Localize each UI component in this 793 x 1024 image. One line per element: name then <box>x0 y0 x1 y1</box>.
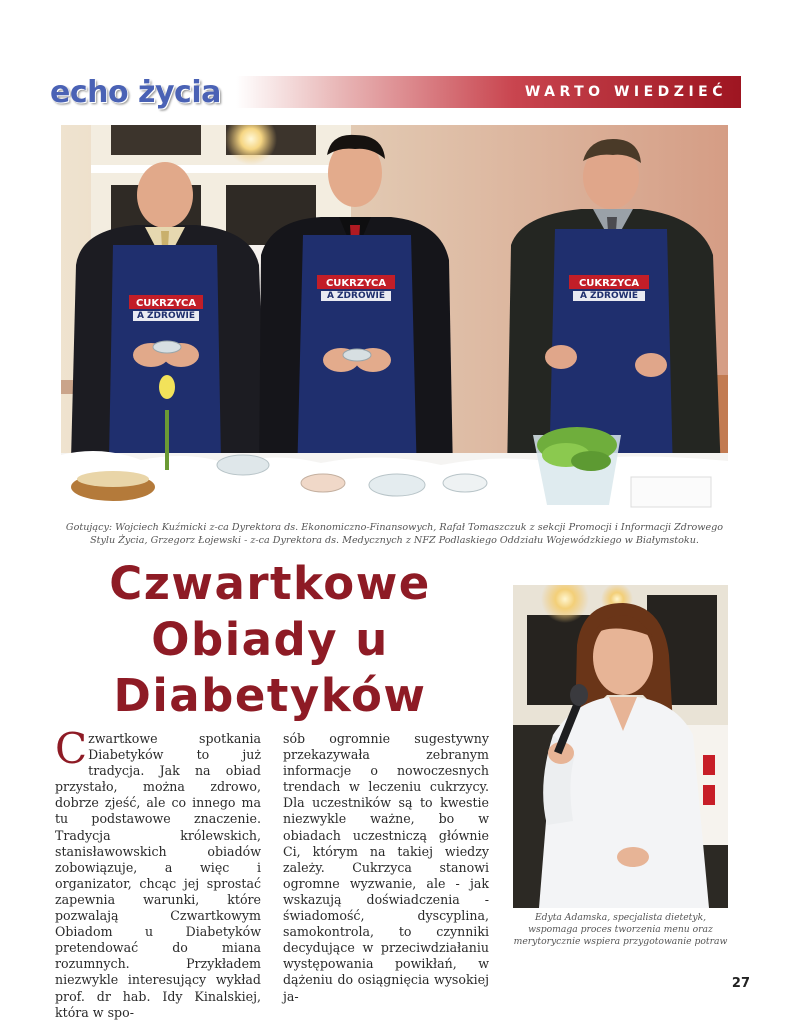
section-label: WARTO WIEDZIEĆ <box>524 84 727 100</box>
apron-text-line1: CUKRZYCA <box>578 278 640 289</box>
side-photo <box>513 585 728 908</box>
apron-text-line2: A ZDROWIE <box>136 311 196 321</box>
page-number: 27 <box>731 976 750 991</box>
apron-text-line2: A ZDROWIE <box>579 291 639 301</box>
speaker-illustration <box>513 585 728 908</box>
masthead-logo: echo życia <box>50 75 221 110</box>
apron-text-line2: A ZDROWIE <box>326 291 386 301</box>
article-column-1 <box>55 724 261 1021</box>
main-photo <box>61 125 728 514</box>
section-header-band <box>236 76 741 108</box>
apron-text-line1: CUKRZYCA <box>135 298 197 309</box>
dropcap: C <box>55 724 88 773</box>
apron-text-line1: CUKRZYCA <box>325 278 387 289</box>
main-photo-caption: Gotujący: Wojciech Kuźmicki z-ca Dyrektora ds. Ekonomiczno-Finansowych, Rafał Tomaszczuk z sekcji Promocji i Informacji Zdrowego Stylu Życia, Grzegorz Łojewski - z-ca Dyrektora ds. Medycznych z NFZ Podlaskiego Oddziału Wojewódzkiego w Białymstoku. <box>65 522 724 546</box>
article-title: Czwartkowe Obiady u Diabetyków <box>109 557 431 722</box>
article-column-2: sób ogromnie sugestywny przekazywała zebranym informacje o nowoczesnych trendach w leczeniu cukrzycy. Dla uczestników są to kwestie niezwykle ważne, bo w obiadach uczestniczą głównie Ci, którym na takiej wiedzy zależy. Cukrzyca stanowi ogromne wyzwanie, ale - jak wskazują doświadczenia - świadomość, dyscyplina, samokontrola, to czynniki decydujące w przeciwdziałaniu występowania powikłań, w dążeniu do osiągnięcia wysokiej ja- <box>283 731 489 1004</box>
side-photo-caption: Edyta Adamska, specjalista dietetyk, wspomaga proces tworzenia menu oraz merytorycznie wspiera przygotowanie potraw <box>513 912 728 947</box>
cooking-scene-illustration <box>61 125 728 514</box>
column-1-text: zwartkowe spotkania Diabetyków to już tradycja. Jak na obiad przystało, można zdrowo, dobrze zjeść, ale co innego ma tu podstawowe znaczenie. Tradycja królewskich, stanisławowskich obiadów zobowiązuje, a więc i organizator, chcąc jej sprostać zapewnia warunki, które pozwalają Czwartkowym Obiadom u Diabetyków pretendować do miana rozumnych. Przykładem niezwykle interesujący wykład prof. dr hab. Idy Kinalskiej, która w spo- <box>55 731 261 1020</box>
